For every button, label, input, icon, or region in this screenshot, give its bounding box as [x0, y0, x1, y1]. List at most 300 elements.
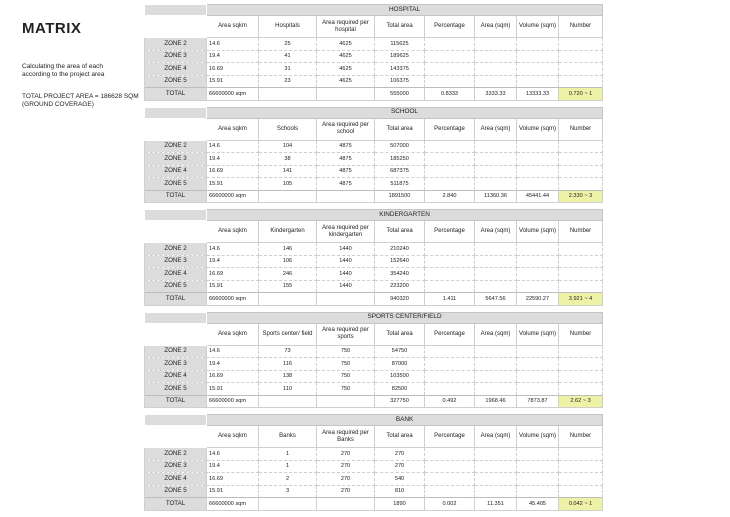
matrix-table-sports-center-field — [144, 312, 603, 409]
zone-label: ZONE 3 — [145, 50, 207, 63]
zone-label: ZONE 5 — [145, 485, 207, 498]
empty-cell — [475, 63, 517, 76]
table-row — [145, 268, 603, 281]
empty-cell — [425, 255, 475, 268]
total-area-cell: 152640 — [375, 255, 425, 268]
column-header: Area sqkm — [207, 221, 259, 243]
area-cell: 16.69 — [207, 165, 259, 178]
column-header: Area (sqm) — [475, 426, 517, 448]
area-sqm-value: 11.351 — [475, 498, 517, 511]
column-header: Volume (sqm) — [517, 16, 559, 38]
area-cell: 15.91 — [207, 280, 259, 293]
empty-cell — [475, 75, 517, 88]
total-area-cell: 810 — [375, 485, 425, 498]
count-cell: 2 — [259, 473, 317, 486]
empty-cell — [317, 395, 375, 408]
column-header: Sports center/ field — [259, 323, 317, 345]
column-header: Total area — [375, 426, 425, 448]
total-project-area: 66600000 sqm — [207, 190, 259, 203]
column-header: Area sqkm — [207, 323, 259, 345]
empty-cell — [475, 140, 517, 153]
required-area-cell: 1440 — [317, 268, 375, 281]
table-row — [145, 383, 603, 396]
count-cell: 1 — [259, 460, 317, 473]
table-row — [145, 448, 603, 461]
required-area-cell: 750 — [317, 345, 375, 358]
empty-cell — [317, 190, 375, 203]
total-row — [145, 88, 603, 101]
count-cell: 41 — [259, 50, 317, 63]
empty-cell — [559, 370, 603, 383]
empty-cell — [559, 63, 603, 76]
empty-cell — [559, 358, 603, 371]
total-area-sum: 940320 — [375, 293, 425, 306]
area-cell: 14.6 — [207, 38, 259, 51]
total-area-cell: 115625 — [375, 38, 425, 51]
area-cell: 19.4 — [207, 460, 259, 473]
count-cell: 38 — [259, 153, 317, 166]
empty-cell — [517, 153, 559, 166]
empty-cell — [425, 50, 475, 63]
count-cell: 105 — [259, 178, 317, 191]
empty-cell — [475, 153, 517, 166]
empty-cell — [517, 485, 559, 498]
area-cell: 14.6 — [207, 345, 259, 358]
required-area-cell: 270 — [317, 473, 375, 486]
total-area-cell: 189625 — [375, 50, 425, 63]
total-label: TOTAL — [145, 498, 207, 511]
empty-cell — [517, 383, 559, 396]
column-header: Percentage — [425, 426, 475, 448]
empty-cell — [475, 178, 517, 191]
column-header: Number — [559, 323, 603, 345]
required-area-cell: 4875 — [317, 153, 375, 166]
empty-cell — [559, 153, 603, 166]
project-area-note — [22, 93, 142, 109]
note-line-3: TOTAL PROJECT AREA = 186628 SQM — [22, 93, 139, 100]
column-header: Number — [559, 426, 603, 448]
total-area-cell: 106375 — [375, 75, 425, 88]
count-cell: 23 — [259, 75, 317, 88]
column-header: Volume (sqm) — [517, 118, 559, 140]
column-header: Total area — [375, 16, 425, 38]
empty-cell — [517, 370, 559, 383]
empty-cell — [259, 395, 317, 408]
empty-cell — [259, 498, 317, 511]
empty-cell — [559, 140, 603, 153]
required-area-cell: 4625 — [317, 75, 375, 88]
column-header: Hospitals — [259, 16, 317, 38]
total-label: TOTAL — [145, 190, 207, 203]
zone-label: ZONE 4 — [145, 473, 207, 486]
total-area-cell: 185250 — [375, 153, 425, 166]
total-area-cell: 143375 — [375, 63, 425, 76]
blank-cell — [145, 426, 207, 448]
zone-label: ZONE 5 — [145, 280, 207, 293]
total-area-cell: 82500 — [375, 383, 425, 396]
table-caption-row — [145, 107, 603, 118]
count-cell: 25 — [259, 38, 317, 51]
empty-cell — [425, 383, 475, 396]
empty-cell — [425, 345, 475, 358]
empty-cell — [259, 293, 317, 306]
count-cell: 3 — [259, 485, 317, 498]
blank-cell — [145, 5, 207, 16]
table-caption-row — [145, 312, 603, 323]
column-header: Area (sqm) — [475, 221, 517, 243]
count-cell: 246 — [259, 268, 317, 281]
total-project-area: 66600000 sqm — [207, 293, 259, 306]
column-header: Percentage — [425, 16, 475, 38]
area-sqm-value: 5647.56 — [475, 293, 517, 306]
empty-cell — [517, 473, 559, 486]
empty-cell — [475, 485, 517, 498]
zone-label: ZONE 3 — [145, 255, 207, 268]
total-row — [145, 293, 603, 306]
count-cell: 141 — [259, 165, 317, 178]
count-cell: 155 — [259, 280, 317, 293]
zone-label: ZONE 3 — [145, 153, 207, 166]
total-area-cell: 507000 — [375, 140, 425, 153]
column-header: Area (sqm) — [475, 118, 517, 140]
zone-label: ZONE 4 — [145, 63, 207, 76]
zone-label: ZONE 4 — [145, 370, 207, 383]
blank-cell — [145, 415, 207, 426]
count-cell: 138 — [259, 370, 317, 383]
table-row — [145, 63, 603, 76]
empty-cell — [425, 370, 475, 383]
blank-cell — [145, 221, 207, 243]
area-cell: 19.4 — [207, 153, 259, 166]
column-header: Percentage — [425, 323, 475, 345]
left-panel — [22, 20, 142, 123]
empty-cell — [425, 63, 475, 76]
number-value: 2.330 ~ 3 — [559, 190, 603, 203]
total-area-cell: 223200 — [375, 280, 425, 293]
total-area-sum: 555000 — [375, 88, 425, 101]
count-cell: 104 — [259, 140, 317, 153]
table-row — [145, 165, 603, 178]
empty-cell — [559, 50, 603, 63]
count-cell: 1 — [259, 448, 317, 461]
total-area-cell: 270 — [375, 448, 425, 461]
table-row — [145, 38, 603, 51]
empty-cell — [559, 255, 603, 268]
empty-cell — [559, 460, 603, 473]
empty-cell — [475, 370, 517, 383]
total-project-area: 66600000 sqm — [207, 498, 259, 511]
empty-cell — [559, 268, 603, 281]
empty-cell — [425, 153, 475, 166]
empty-cell — [559, 473, 603, 486]
blank-cell — [145, 323, 207, 345]
column-header: Volume (sqm) — [517, 221, 559, 243]
number-value: 3.921 ~ 4 — [559, 293, 603, 306]
empty-cell — [475, 280, 517, 293]
table-caption-row — [145, 210, 603, 221]
count-cell: 106 — [259, 255, 317, 268]
table-row — [145, 243, 603, 256]
zone-label: ZONE 4 — [145, 268, 207, 281]
empty-cell — [259, 190, 317, 203]
column-header: Total area — [375, 323, 425, 345]
volume-value: 13333.33 — [517, 88, 559, 101]
count-cell: 31 — [259, 63, 317, 76]
column-header: Total area — [375, 221, 425, 243]
column-header: Number — [559, 221, 603, 243]
matrix-table-hospital — [144, 4, 603, 101]
empty-cell — [559, 165, 603, 178]
empty-cell — [517, 280, 559, 293]
area-cell: 14.6 — [207, 243, 259, 256]
area-cell: 15.91 — [207, 485, 259, 498]
empty-cell — [517, 38, 559, 51]
table-caption: SCHOOL — [207, 107, 603, 118]
table-row — [145, 473, 603, 486]
empty-cell — [517, 75, 559, 88]
count-cell: 146 — [259, 243, 317, 256]
table-caption: BANK — [207, 415, 603, 426]
area-cell: 14.6 — [207, 448, 259, 461]
table-row — [145, 255, 603, 268]
empty-cell — [517, 50, 559, 63]
percentage-value: 0.002 — [425, 498, 475, 511]
column-header: Area (sqm) — [475, 323, 517, 345]
empty-cell — [425, 485, 475, 498]
area-cell: 14.6 — [207, 140, 259, 153]
required-area-cell: 4875 — [317, 165, 375, 178]
area-cell: 15.91 — [207, 383, 259, 396]
empty-cell — [559, 485, 603, 498]
total-area-cell: 354240 — [375, 268, 425, 281]
description-note — [22, 63, 142, 79]
empty-cell — [425, 268, 475, 281]
required-area-cell: 270 — [317, 460, 375, 473]
percentage-value: 1.411 — [425, 293, 475, 306]
required-area-cell: 270 — [317, 485, 375, 498]
total-area-cell: 54750 — [375, 345, 425, 358]
required-area-cell: 1440 — [317, 243, 375, 256]
empty-cell — [425, 473, 475, 486]
column-header: Number — [559, 118, 603, 140]
empty-cell — [475, 345, 517, 358]
required-area-cell: 4875 — [317, 178, 375, 191]
total-area-sum: 327750 — [375, 395, 425, 408]
empty-cell — [425, 75, 475, 88]
count-cell: 73 — [259, 345, 317, 358]
table-row — [145, 460, 603, 473]
zone-label: ZONE 3 — [145, 358, 207, 371]
total-row — [145, 190, 603, 203]
percentage-value: 0.492 — [425, 395, 475, 408]
area-sqm-value: 3333.33 — [475, 88, 517, 101]
empty-cell — [475, 165, 517, 178]
total-area-cell: 87000 — [375, 358, 425, 371]
empty-cell — [425, 140, 475, 153]
empty-cell — [475, 243, 517, 256]
area-cell: 16.69 — [207, 370, 259, 383]
empty-cell — [559, 280, 603, 293]
percentage-value: 0.8333 — [425, 88, 475, 101]
empty-cell — [517, 243, 559, 256]
matrix-table-school — [144, 107, 603, 204]
table-row — [145, 280, 603, 293]
zone-label: ZONE 4 — [145, 165, 207, 178]
empty-cell — [425, 38, 475, 51]
column-header: Area (sqm) — [475, 16, 517, 38]
empty-cell — [475, 448, 517, 461]
empty-cell — [517, 255, 559, 268]
zone-label: ZONE 2 — [145, 38, 207, 51]
zone-label: ZONE 2 — [145, 140, 207, 153]
area-cell: 19.4 — [207, 50, 259, 63]
zone-label: ZONE 2 — [145, 448, 207, 461]
column-header: Kindergarten — [259, 221, 317, 243]
count-cell: 116 — [259, 358, 317, 371]
volume-value: 45441.44 — [517, 190, 559, 203]
total-label: TOTAL — [145, 88, 207, 101]
total-area-sum: 1891500 — [375, 190, 425, 203]
empty-cell — [517, 460, 559, 473]
table-caption-row — [145, 415, 603, 426]
table-row — [145, 370, 603, 383]
note-line-4: (GROUND COVERAGE) — [22, 101, 94, 108]
total-area-cell: 103500 — [375, 370, 425, 383]
zone-label: ZONE 2 — [145, 345, 207, 358]
total-project-area: 66600000 sqm — [207, 88, 259, 101]
empty-cell — [517, 345, 559, 358]
column-header: Banks — [259, 426, 317, 448]
number-value: 0.720 ~ 1 — [559, 88, 603, 101]
table-header-row — [145, 323, 603, 345]
area-sqm-value: 11360.36 — [475, 190, 517, 203]
empty-cell — [559, 243, 603, 256]
note-line-1: Calculating the area of each — [22, 63, 103, 70]
column-header: Area required per school — [317, 118, 375, 140]
empty-cell — [425, 165, 475, 178]
column-header: Area sqkm — [207, 118, 259, 140]
total-label: TOTAL — [145, 293, 207, 306]
empty-cell — [475, 460, 517, 473]
empty-cell — [559, 345, 603, 358]
empty-cell — [517, 448, 559, 461]
empty-cell — [517, 268, 559, 281]
matrix-table-kindergarten — [144, 209, 603, 306]
empty-cell — [425, 460, 475, 473]
blank-cell — [145, 312, 207, 323]
volume-value: 22590.27 — [517, 293, 559, 306]
total-area-cell: 540 — [375, 473, 425, 486]
table-row — [145, 345, 603, 358]
total-area-cell: 270 — [375, 460, 425, 473]
required-area-cell: 1440 — [317, 280, 375, 293]
number-value: 2.62 ~ 3 — [559, 395, 603, 408]
number-value: 0.042 ~ 1 — [559, 498, 603, 511]
empty-cell — [317, 293, 375, 306]
empty-cell — [517, 358, 559, 371]
table-row — [145, 153, 603, 166]
empty-cell — [425, 448, 475, 461]
empty-cell — [425, 358, 475, 371]
zone-label: ZONE 2 — [145, 243, 207, 256]
required-area-cell: 4625 — [317, 38, 375, 51]
required-area-cell: 1440 — [317, 255, 375, 268]
required-area-cell: 270 — [317, 448, 375, 461]
table-header-row — [145, 426, 603, 448]
volume-value: 7873.87 — [517, 395, 559, 408]
area-cell: 15.91 — [207, 178, 259, 191]
area-cell: 16.69 — [207, 63, 259, 76]
empty-cell — [475, 38, 517, 51]
count-cell: 110 — [259, 383, 317, 396]
empty-cell — [559, 75, 603, 88]
required-area-cell: 750 — [317, 358, 375, 371]
table-header-row — [145, 221, 603, 243]
empty-cell — [475, 255, 517, 268]
total-area-cell: 511875 — [375, 178, 425, 191]
total-project-area: 66600000 sqm — [207, 395, 259, 408]
total-area-cell: 687375 — [375, 165, 425, 178]
table-caption-row — [145, 5, 603, 16]
area-cell: 19.4 — [207, 255, 259, 268]
column-header: Area required per hospital — [317, 16, 375, 38]
volume-value: 45.405 — [517, 498, 559, 511]
column-header: Volume (sqm) — [517, 426, 559, 448]
area-sqm-value: 1968.46 — [475, 395, 517, 408]
table-caption: KINDERGARTEN — [207, 210, 603, 221]
area-cell: 16.69 — [207, 268, 259, 281]
zone-label: ZONE 5 — [145, 383, 207, 396]
table-row — [145, 140, 603, 153]
blank-cell — [145, 210, 207, 221]
required-area-cell: 4625 — [317, 50, 375, 63]
required-area-cell: 750 — [317, 370, 375, 383]
total-row — [145, 395, 603, 408]
empty-cell — [559, 448, 603, 461]
column-header: Volume (sqm) — [517, 323, 559, 345]
matrix-table-bank — [144, 414, 603, 511]
empty-cell — [475, 50, 517, 63]
column-header: Percentage — [425, 221, 475, 243]
table-caption: SPORTS CENTER/FIELD — [207, 312, 603, 323]
column-header: Area sqkm — [207, 16, 259, 38]
empty-cell — [425, 243, 475, 256]
area-cell: 15.91 — [207, 75, 259, 88]
blank-cell — [145, 118, 207, 140]
page-title: MATRIX — [22, 20, 82, 37]
empty-cell — [517, 140, 559, 153]
table-caption: HOSPITAL — [207, 5, 603, 16]
empty-cell — [475, 383, 517, 396]
table-row — [145, 485, 603, 498]
column-header: Percentage — [425, 118, 475, 140]
total-area-cell: 210240 — [375, 243, 425, 256]
area-cell: 19.4 — [207, 358, 259, 371]
empty-cell — [559, 38, 603, 51]
blank-cell — [145, 107, 207, 118]
empty-cell — [317, 498, 375, 511]
column-header: Area required per sports — [317, 323, 375, 345]
empty-cell — [559, 383, 603, 396]
required-area-cell: 4625 — [317, 63, 375, 76]
empty-cell — [317, 88, 375, 101]
required-area-cell: 4875 — [317, 140, 375, 153]
table-row — [145, 178, 603, 191]
area-cell: 16.69 — [207, 473, 259, 486]
column-header: Total area — [375, 118, 425, 140]
total-area-sum: 1890 — [375, 498, 425, 511]
empty-cell — [475, 358, 517, 371]
